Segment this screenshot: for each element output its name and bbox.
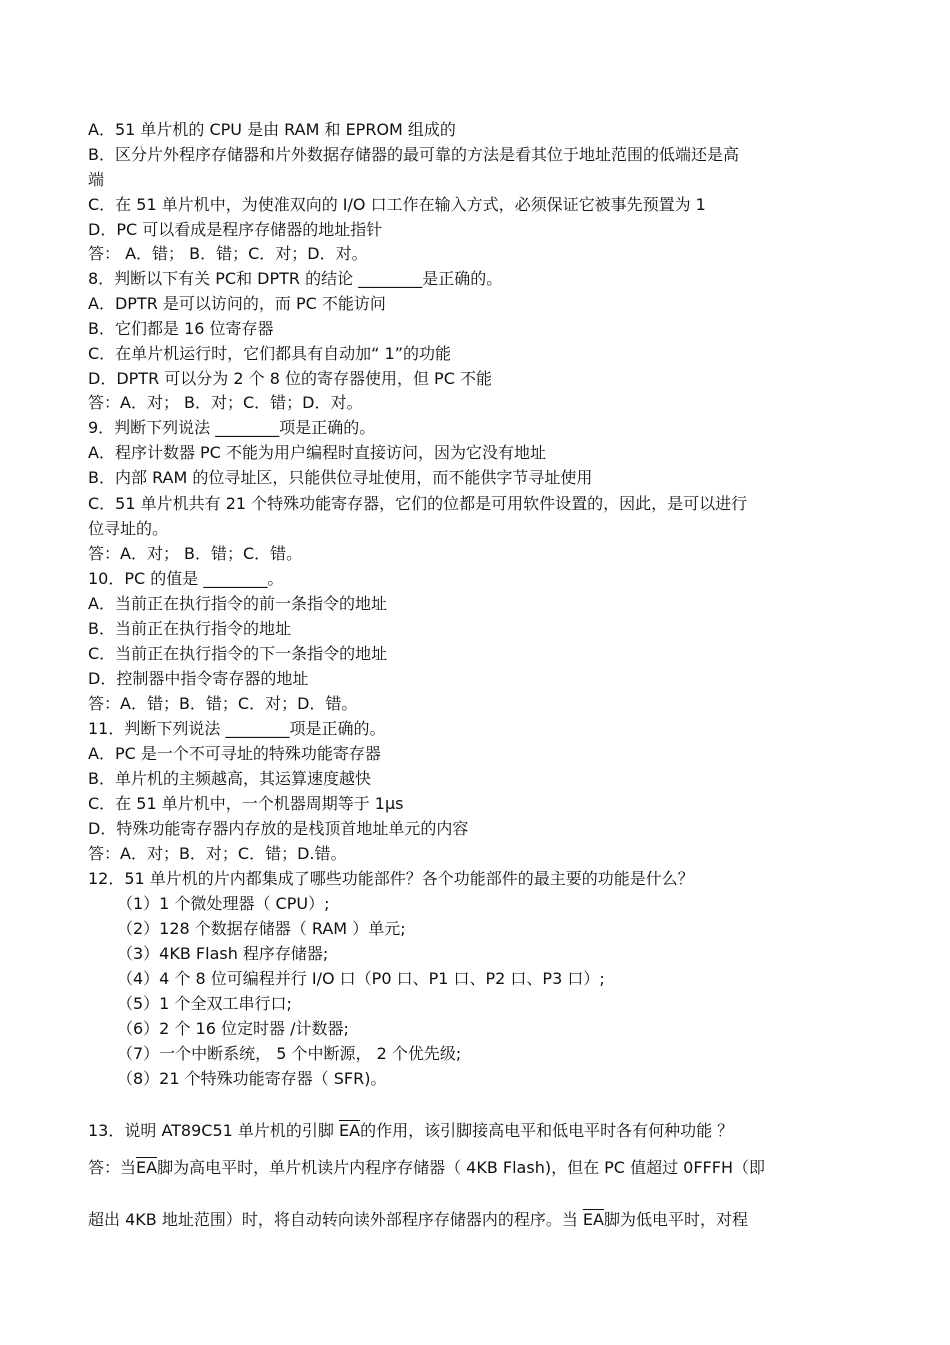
text-line: C．在 51 单片机中，为使准双向的 I/O 口工作在输入方式，必须保证它被事先预置为 1 — [88, 195, 706, 214]
list-item: （7）一个中断系统， 5 个中断源， 2 个优先级; — [117, 1044, 462, 1063]
text-line: B．内部 RAM 的位寻址区，只能供位寻址使用，而不能供字节寻址使用 — [88, 468, 593, 487]
text-line: C．在 51 单片机中，一个机器周期等于 1μs — [88, 794, 404, 813]
list-item: （5）1 个全双工串行口; — [117, 994, 292, 1013]
text-line: D．DPTR 可以分为 2 个 8 位的寄存器使用，但 PC 不能 — [88, 369, 492, 388]
answer-line: 答：A．对； B．对；C．错；D．对。 — [88, 393, 363, 412]
question-12: 12．51 单片机的片内都集成了哪些功能部件？各个功能部件的最主要的功能是什么？ — [88, 869, 694, 888]
text-line: D．特殊功能寄存器内存放的是栈顶首地址单元的内容 — [88, 819, 469, 838]
answer-line: 答：A．错；B．错；C．对；D．错。 — [88, 694, 358, 713]
text-line: C．当前正在执行指令的下一条指令的地址 — [88, 644, 388, 663]
text-line: B．当前正在执行指令的地址 — [88, 619, 291, 638]
question-13 — [88, 1121, 733, 1141]
answer-13-text: 脚为高电平时，单片机读片内程序存储器（ 4KB Flash)，但在 PC 值超过 0FFFH（即 — [157, 1158, 765, 1177]
ea-pin-label: $\overline{EA}$ — [339, 1121, 361, 1140]
answer-line: 答：A．对；B．对；C．错；D.错。 — [88, 844, 347, 863]
text-line: C．51 单片机共有 21 个特殊功能寄存器，它们的位都是可用软件设置的，因此，是可以进行 — [88, 494, 748, 513]
text-line: 位寻址的。 — [88, 519, 169, 538]
text-line: 端 — [88, 170, 105, 189]
list-item: （6）2 个 16 位定时器 /计数器; — [117, 1019, 349, 1038]
question-13-suffix: 的作用，该引脚接高电平和低电平时各有何种功能 ？ — [360, 1121, 734, 1140]
answer-13-continued — [88, 1210, 748, 1230]
question-10: 10．PC 的值是 ________。 — [88, 569, 284, 588]
list-item: （3）4KB Flash 程序存储器; — [117, 944, 329, 963]
text-line: B．单片机的主频越高，其运算速度越快 — [88, 769, 371, 788]
ea-pin-label: $\overline{EA}$ — [582, 1210, 604, 1229]
answer-13-cont-text: 超出 4KB 地址范围）时，将自动转向读外部程序存储器内的程序。当 — [88, 1210, 583, 1229]
list-item: （2）128 个数据存储器（ RAM ）单元; — [117, 919, 406, 938]
answer-13-prefix: 答：当 — [88, 1158, 137, 1177]
question-8: 8．判断以下有关 PC和 DPTR 的结论 ________是正确的。 — [88, 269, 503, 288]
text-line: D．PC 可以看成是程序存储器的地址指针 — [88, 220, 383, 239]
question-13-prefix: 13．说明 AT89C51 单片机的引脚 — [88, 1121, 339, 1140]
list-item: （8）21 个特殊功能寄存器（ SFR)。 — [117, 1069, 387, 1088]
answer-line: 答：A．对； B．错；C．错。 — [88, 544, 303, 563]
text-line: A．程序计数器 PC 不能为用户编程时直接访问，因为它没有地址 — [88, 443, 546, 462]
text-line: D．控制器中指令寄存器的地址 — [88, 669, 309, 688]
answer-13-cont-tail: 脚为低电平时，对程 — [603, 1210, 748, 1229]
text-line: A．DPTR 是可以访问的，而 PC 不能访问 — [88, 294, 386, 313]
text-line: B．区分片外程序存储器和片外数据存储器的最可靠的方法是看其位于地址范围的低端还是高 — [88, 145, 739, 164]
answer-line: 答： A．错； B．错；C．对；D．对。 — [88, 244, 368, 263]
text-line: C．在单片机运行时，它们都具有自动加“ 1”的功能 — [88, 344, 452, 363]
text-line: A．当前正在执行指令的前一条指令的地址 — [88, 594, 387, 613]
text-line: A．PC 是一个不可寻址的特殊功能寄存器 — [88, 744, 381, 763]
ea-pin-label: $\overline{EA}$ — [136, 1158, 158, 1177]
text-line: A．51 单片机的 CPU 是由 RAM 和 EPROM 组成的 — [88, 120, 456, 139]
question-11: 11．判断下列说法 ________项是正确的。 — [88, 719, 386, 738]
question-9: 9．判断下列说法 ________项是正确的。 — [88, 418, 376, 437]
answer-13 — [88, 1158, 765, 1178]
list-item: （4）4 个 8 位可编程并行 I/O 口（P0 口、P1 口、P2 口、P3 口）; — [117, 969, 605, 988]
list-item: （1）1 个微处理器（ CPU）; — [117, 894, 330, 913]
text-line: B．它们都是 16 位寄存器 — [88, 319, 274, 338]
